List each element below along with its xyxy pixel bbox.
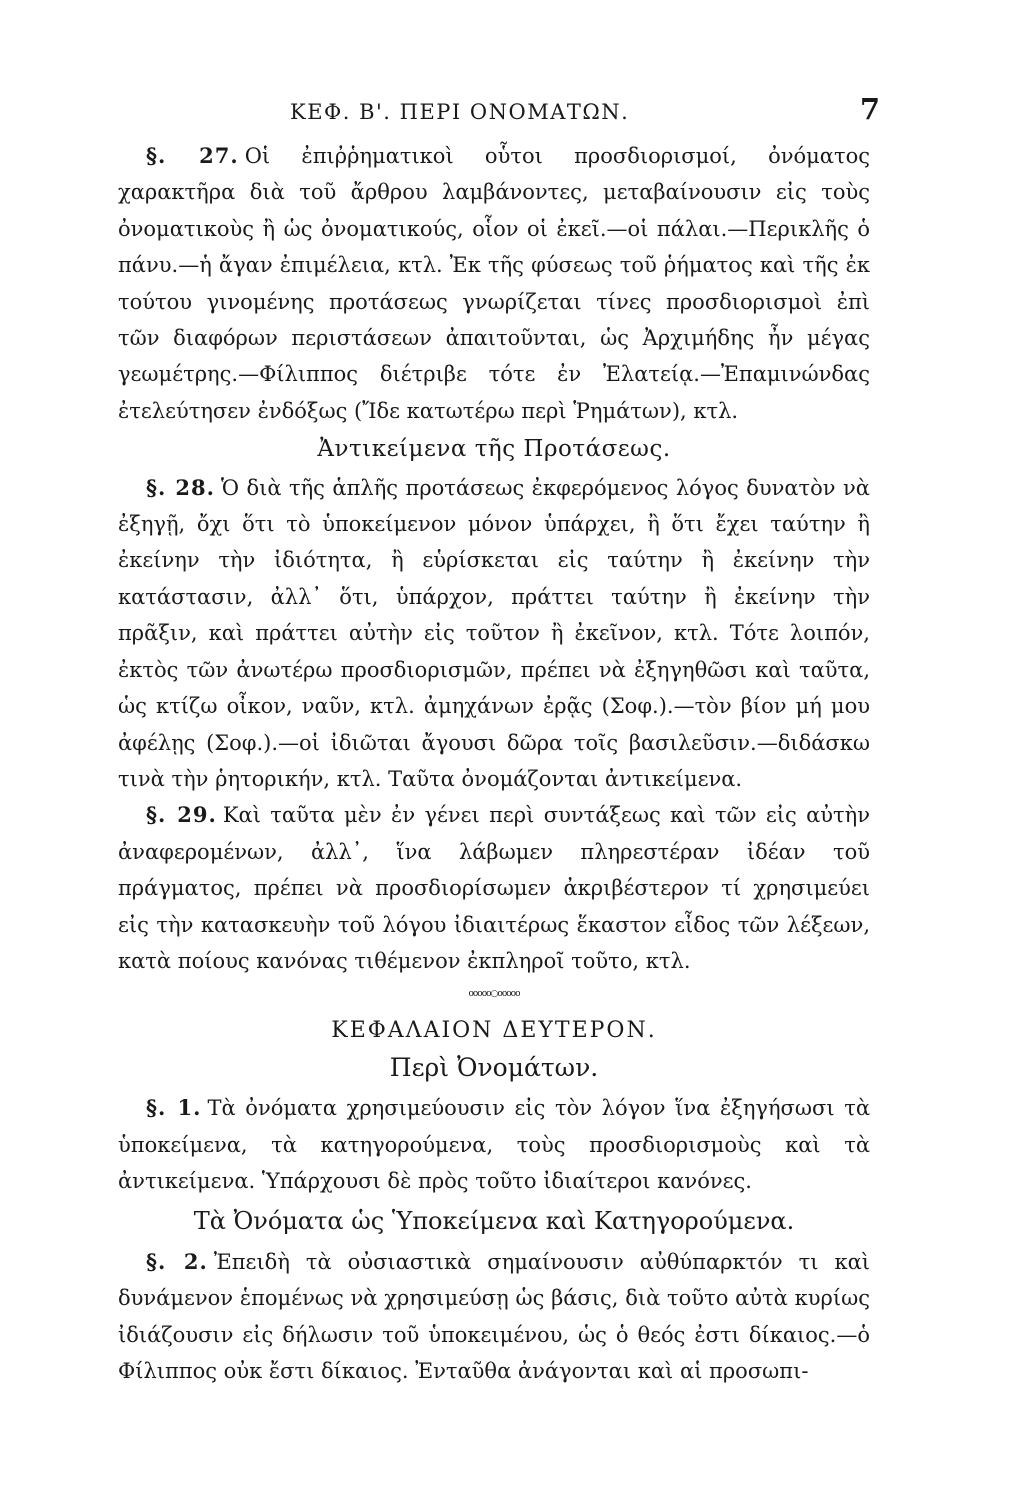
section-number: §. 2. — [146, 1248, 208, 1274]
paragraph-1 — [118, 1090, 870, 1199]
chapter-subtitle: Περὶ Ὀνομάτων. — [389, 1052, 599, 1082]
page-header — [118, 92, 880, 126]
paragraph-text: Τὰ ὀνόματα χρησιμεύουσιν εἰς τὸν λόγον ἵνα ἐξηγήσωσι τὰ ὑποκείμενα, τὰ κατηγορούμενα, τοὺς προσδιορισμοὺς καὶ τὰ ἀντικείμενα. Ὑπάρχουσι δὲ πρὸς τοῦτο ἰδιαίτεροι κανόνες. — [118, 1096, 870, 1193]
section-number: §. 27. — [146, 143, 239, 168]
paragraph-text: Ἐπειδὴ τὰ οὐσιαστικὰ σημαίνουσιν αὐθύπαρκτόν τι καὶ δυνάμενον ἑπομένως νὰ χρησιμεύσῃ ὡς βάσις, διὰ τοῦτο αὐτὰ κυρίως ἰδιάζουσιν εἰς δήλωσιν τοῦ ὑποκειμένου, ὡς ὁ θεός ἐστι δίκαιος.—ὁ Φίλιππος οὐκ ἔστι δίκαιος. Ἐνταῦθα ἀνάγονται καὶ αἱ προσωπι- — [118, 1249, 870, 1383]
running-head: ΚΕΦ. Β'. ΠΕΡΙ ΟΝΟΜΑΤΩΝ. — [290, 100, 630, 124]
section-heading: Τὰ Ὀνόματα ὡς Ὑποκείμενα καὶ Κατηγορούμενα. — [193, 1207, 795, 1236]
paragraph-text: Οἱ ἐπιῤῥηματικοὶ οὗτοι προσδιορισμοί, ὀνόματος χαρακτῆρα διὰ τοῦ ἄρθρου λαμβάνοντες, μεταβαίνουσιν εἰς τοὺς ὀνοματικοὺς ἢ ὡς ὀνοματικούς, οἷον οἱ ἐκεῖ.—οἱ πάλαι.—Περικλῆς ὁ πάνυ.—ἡ ἄγαν ἐπιμέλεια, κτλ. Ἐκ τῆς φύσεως τοῦ ῥήματος καὶ τῆς ἐκ τούτου γινομένης προτάσεως γνωρίζεται τίνες προσδιορισμοὶ ἐπὶ τῶν διαφόρων περιστάσεων ἀπαιτοῦνται, ὡς Ἀρχιμήδης ἦν μέγας γεωμέτρης.—Φίλιππος διέτριβε τότε ἐν Ἐλατείᾳ.—Ἐπαμινώνδας ἐτελεύτησεν ἐνδόξως (Ἴδε κατωτέρω περὶ Ῥημάτων), κτλ. — [118, 144, 870, 423]
paragraph-text: Καὶ ταῦτα μὲν ἐν γένει περὶ συντάξεως καὶ τῶν εἰς αὐτὴν ἀναφερομένων, ἀλλ᾽, ἵνα λάβωμεν πληρεστέραν ἰδέαν τοῦ πράγματος, πρέπει νὰ προσδιορίσωμεν ἀκριβέστερον τί χρησιμεύει εἰς τὴν κατασκευὴν τοῦ λόγου ἰδιαιτέρως ἕκαστον εἶδος τῶν λέξεων, κατὰ ποίους κανόνας τιθέμενον ἐκπληροῖ τοῦτο, κτλ. — [118, 803, 871, 973]
ornament-divider: ooooo○ooooo — [468, 989, 520, 1000]
paragraph-28 — [118, 470, 870, 798]
chapter-title: ΚΕΦΑΛΑΙΟΝ ΔΕΥΤΕΡΟΝ. — [331, 1018, 657, 1044]
paragraph-2 — [118, 1244, 870, 1390]
paragraph-29 — [118, 797, 870, 979]
page-number: 7 — [859, 92, 880, 126]
paragraph-text: Ὁ διὰ τῆς ἁπλῆς προτάσεως ἐκφερόμενος λόγος δυνατὸν νὰ ἐξηγῇ, ὄχι ὅτι τὸ ὑποκείμενον μόνον ὑπάρχει, ἢ ὅτι ἔχει ταύτην ἢ ἐκείνην τὴν ἰδιότητα, ἢ εὑρίσκεται εἰς ταύτην ἢ ἐκείνην τὴν κατάστασιν, ἀλλ᾽ ὅτι, ὑπάρχον, πράττει ταύτην ἢ ἐκείνην τὴν πρᾶξιν, καὶ πράττει αὐτὴν εἰς τοῦτον ἢ ἐκεῖνον, κτλ. Τότε λοιπόν, ἐκτὸς τῶν ἀνωτέρω προσδιορισμῶν, πρέπει νὰ ἐξηγηθῶσι καὶ ταῦτα, ὡς κτίζω οἶκον, ναῦν, κτλ. ἀμηχάνων ἐρᾷς (Σοφ.).—τὸν βίον μή μου ἀφέλῃς (Σοφ.).—οἱ ἰδιῶται ἄγουσι δῶρα τοῖς βασιλεῦσιν.—διδάσκω τινὰ τὴν ῥητορικήν, κτλ. Ταῦτα ὀνομάζονται ἀντικείμενα. — [118, 475, 870, 791]
section-number: §. 1. — [146, 1095, 202, 1121]
subheading-antikeimena: Ἀντικείμενα τῆς Προτάσεως. — [317, 436, 671, 463]
section-number: §. 28. — [146, 474, 215, 500]
paragraph-27 — [118, 138, 870, 429]
page-body — [118, 138, 870, 1389]
section-number: §. 29. — [146, 802, 217, 828]
